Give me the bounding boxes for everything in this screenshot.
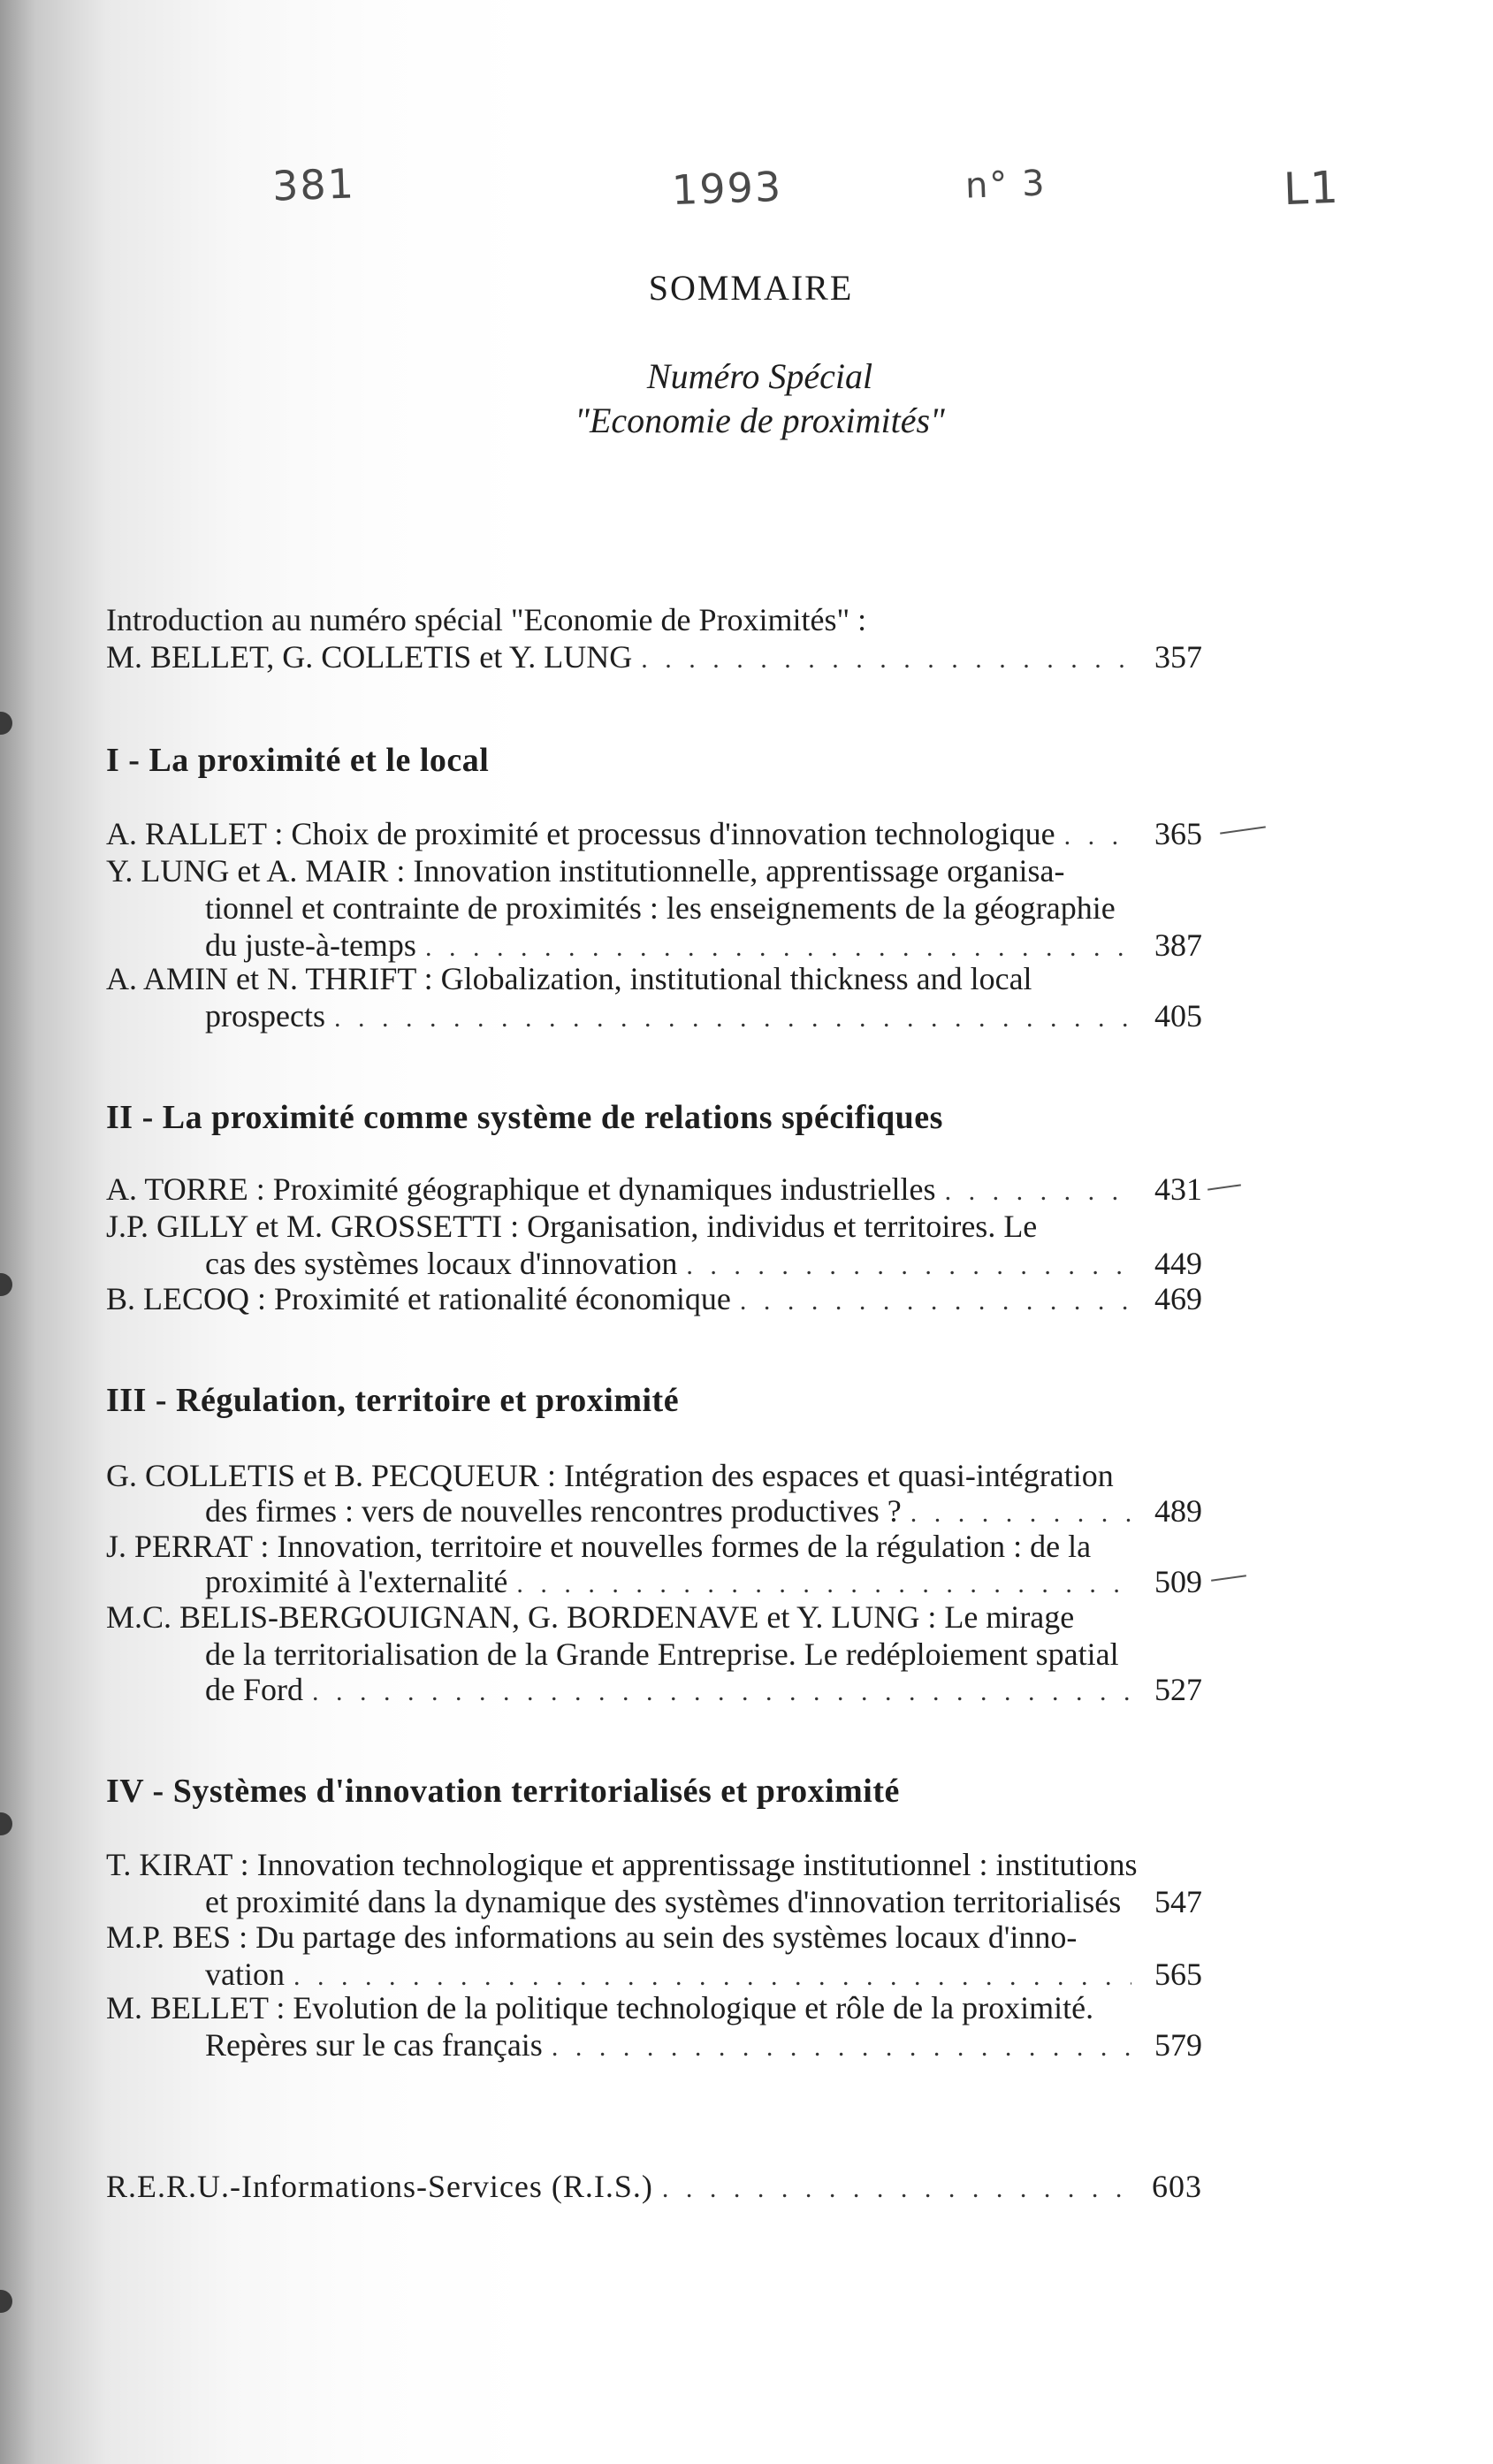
entry-text: et proximité dans la dynamique des systèmes d'innovation territorialisés <box>205 1884 1122 1919</box>
dot-leader <box>334 1000 1131 1037</box>
entry-text: proximité à l'externalité <box>205 1564 508 1599</box>
section-heading-3: III - Régulation, territoire et proximité <box>106 1382 680 1419</box>
toc-entry <box>205 2026 1202 2066</box>
toc-entry <box>205 1671 1202 1711</box>
toc-entry-intro <box>106 638 1202 678</box>
pencil-mark <box>1207 1184 1241 1190</box>
binding-hole <box>0 712 12 735</box>
entry-text: M.C. BELIS-BERGOUIGNAN, G. BORDENAVE et Y. LUNG : Le mirage <box>106 1599 1075 1635</box>
page-number: 565 <box>1154 1957 1202 1992</box>
entry-text: vation <box>205 1957 285 1992</box>
pencil-mark <box>1220 826 1266 834</box>
page-number: 365 <box>1154 816 1202 851</box>
binding-hole <box>0 1273 12 1296</box>
entry-text: T. KIRAT : Innovation technologique et apprentissage institutionnel : institutions <box>106 1847 1138 1882</box>
toc-entry <box>106 1280 1202 1320</box>
page-number: 547 <box>1154 1884 1202 1919</box>
section-heading-4: IV - Systèmes d'innovation territorialisés et proximité <box>106 1773 900 1810</box>
handwritten-year: 1993 <box>671 162 783 215</box>
page-number: 387 <box>1154 927 1202 963</box>
pencil-mark <box>1211 1575 1246 1582</box>
dot-leader <box>740 1283 1131 1320</box>
dot-leader <box>662 2170 1131 2208</box>
section-heading-1: I - La proximité et le local <box>106 742 490 779</box>
dot-leader <box>686 1247 1131 1285</box>
page-number: 449 <box>1154 1246 1202 1281</box>
entry-text: J.P. GILLY et M. GROSSETTI : Organisation, individus et territoires. Le <box>106 1209 1038 1244</box>
page-number: 469 <box>1154 1281 1202 1316</box>
toc-entry <box>205 1563 1202 1603</box>
entry-text: G. COLLETIS et B. PECQUEUR : Intégration des espaces et quasi-intégration <box>106 1458 1114 1493</box>
entry-text: A. TORRE : Proximité géographique et dynamiques industrielles <box>106 1171 936 1207</box>
intro-line1: Introduction au numéro spécial "Economie de Proximités" : <box>106 602 867 637</box>
page-number: 357 <box>1154 639 1202 675</box>
page-number: 603 <box>1152 2169 1202 2204</box>
page-number: 579 <box>1154 2027 1202 2063</box>
dot-leader <box>552 2029 1131 2066</box>
subtitle-line2: "Economie de proximités" <box>575 400 945 440</box>
entry-text: M. BELLET : Evolution de la politique technologique et rôle de la proximité. <box>106 1990 1094 2025</box>
entry-text: Y. LUNG et A. MAIR : Innovation institutionnelle, apprentissage organisa- <box>106 853 1065 889</box>
intro-authors: M. BELLET, G. COLLETIS et Y. LUNG <box>106 639 633 675</box>
toc-entry <box>205 1492 1202 1532</box>
dot-leader <box>641 641 1131 678</box>
page-number: 509 <box>1154 1564 1202 1599</box>
dot-leader <box>1064 818 1131 855</box>
dot-leader <box>945 1173 1131 1210</box>
toc-entry <box>106 1171 1202 1210</box>
entry-text: M.P. BES : Du partage des informations au sein des systèmes locaux d'inno- <box>106 1919 1078 1955</box>
entry-text: du juste-à-temps <box>205 927 416 963</box>
dot-leader <box>516 1566 1131 1603</box>
handwritten-ref: 381 <box>271 159 356 210</box>
page-number: 489 <box>1154 1493 1202 1529</box>
binding-hole <box>0 2290 12 2313</box>
footer-label: R.E.R.U.-Informations-Services (R.I.S.) <box>106 2169 653 2204</box>
dot-leader <box>910 1495 1131 1532</box>
handwritten-code: L1 <box>1283 161 1341 216</box>
binding-hole <box>0 1812 12 1835</box>
entry-text: J. PERRAT : Innovation, territoire et nouvelles formes de la régulation : de la <box>106 1529 1092 1564</box>
entry-text: prospects <box>205 998 325 1034</box>
page-title: SOMMAIRE <box>648 268 854 308</box>
entry-text: de la territorialisation de la Grande Entreprise. Le redéploiement spatial <box>205 1636 1119 1672</box>
dot-leader <box>312 1674 1131 1711</box>
toc-entry-footer <box>106 2168 1202 2208</box>
entry-text: B. LECOQ : Proximité et rationalité économique <box>106 1281 731 1316</box>
entry-text: tionnel et contrainte de proximités : les enseignements de la géographie <box>205 890 1116 926</box>
entry-text: Repères sur le cas français <box>205 2027 543 2063</box>
entry-text: des firmes : vers de nouvelles rencontres productives ? <box>205 1493 902 1529</box>
toc-entry <box>205 1883 1202 1920</box>
entry-text: cas des systèmes locaux d'innovation <box>205 1246 678 1281</box>
entry-text: de Ford <box>205 1672 303 1707</box>
toc-entry <box>106 815 1202 855</box>
subtitle-line1: Numéro Spécial <box>646 356 873 396</box>
toc-entry <box>205 997 1202 1037</box>
page-number: 405 <box>1154 998 1202 1034</box>
page-number: 431 <box>1154 1171 1202 1207</box>
handwritten-number: n° 3 <box>964 163 1047 207</box>
entry-text: A. AMIN et N. THRIFT : Globalization, institutional thickness and local <box>106 961 1032 996</box>
entry-text: A. RALLET : Choix de proximité et processus d'innovation technologique <box>106 816 1055 851</box>
page-number: 527 <box>1154 1672 1202 1707</box>
section-heading-2: II - La proximité comme système de relations spécifiques <box>106 1099 943 1136</box>
toc-entry <box>205 1245 1202 1285</box>
